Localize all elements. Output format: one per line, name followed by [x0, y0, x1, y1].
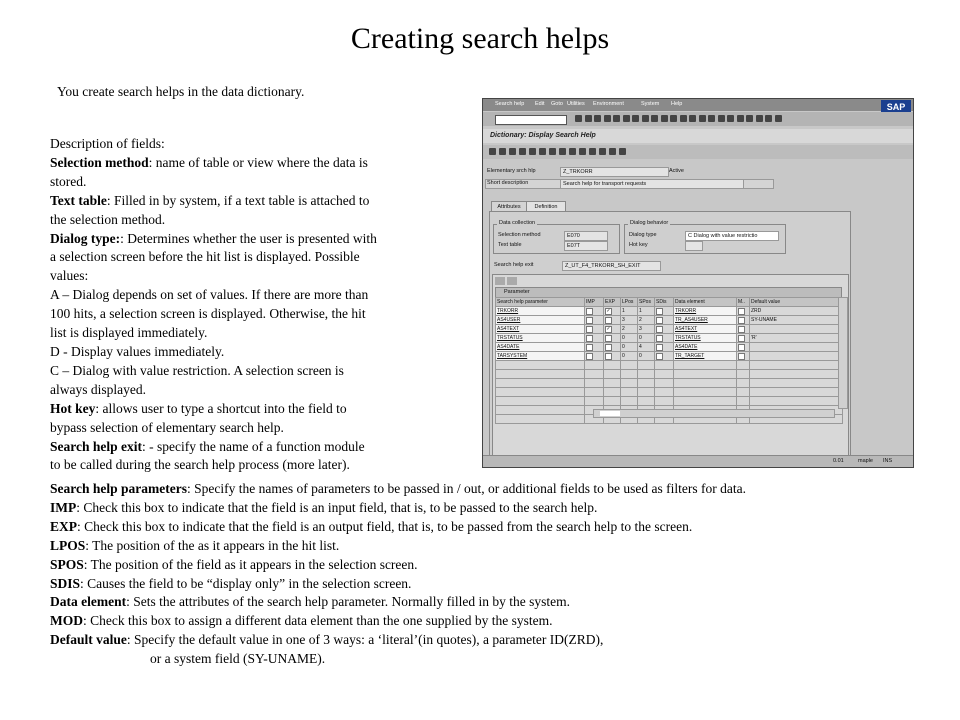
description-line — [50, 343, 445, 362]
field-explanation: : Causes the field to be “display only” in the selection screen. — [80, 575, 412, 591]
table-cell[interactable]: AS4DATE — [496, 343, 585, 352]
table-scrollbar[interactable] — [838, 297, 848, 409]
table-cell[interactable] — [750, 388, 843, 397]
table-cell[interactable]: AS4TEXT — [674, 325, 737, 334]
elementary-field[interactable]: Z_TRKORR — [560, 167, 669, 177]
table-cell[interactable] — [604, 388, 621, 397]
description-line — [50, 173, 445, 192]
description-line — [50, 612, 950, 631]
table-cell[interactable] — [585, 325, 604, 334]
table-cell[interactable] — [750, 379, 843, 388]
table-cell[interactable] — [585, 379, 604, 388]
column-header[interactable]: SDis — [655, 298, 674, 307]
definition-panel: Data collection Selection method E070 Text table E07T Dialog behavior Dialog type C Dialog with value restrictio Hot key Search help exit Z_UT_F4_TRKORR_SH_EXIT Parameter Search help parameter IMP EXP LPos SPos SDis Data element M.. Default value TRKORR ✓ 1 1 TRKORR ZRD AS4USER 3 2 TR_AS4USER SY-UNAME AS4TEXT ✓ 2 3 AS4TEXT TRSTATUS 0 0 TRSTATUS 'R' AS4DATE 0 4 AS4DATE TARSYSTEM 0 0 TR_TARGET — [489, 211, 851, 463]
description-line — [50, 230, 445, 249]
table-cell[interactable] — [737, 370, 750, 379]
table-cell[interactable]: 'R' — [750, 334, 843, 343]
table-cell[interactable] — [604, 325, 621, 334]
table-cell[interactable] — [737, 397, 750, 406]
table-row[interactable] — [496, 397, 843, 406]
toolbar-icon[interactable] — [575, 115, 582, 122]
field-term: Data element — [50, 594, 127, 610]
toolbar-icon[interactable] — [559, 148, 566, 155]
field-descriptions — [50, 135, 445, 475]
delete-row-icon[interactable] — [495, 277, 505, 285]
description-line — [50, 456, 445, 475]
table-cell[interactable] — [674, 361, 737, 370]
column-header[interactable]: Data element — [674, 298, 737, 307]
toolbar-icon[interactable] — [613, 115, 620, 122]
table-cell[interactable] — [750, 397, 843, 406]
table-cell[interactable]: 0 — [638, 352, 655, 361]
field-explanation: : - specify the name of a function module — [142, 438, 365, 454]
table-cell[interactable] — [585, 370, 604, 379]
description-line — [50, 305, 445, 324]
table-cell[interactable] — [604, 379, 621, 388]
selection-method-field[interactable]: E070 — [564, 231, 608, 241]
toolbar-icon[interactable] — [708, 115, 715, 122]
description-line — [50, 593, 950, 612]
table-cell[interactable] — [655, 379, 674, 388]
toolbar-icon[interactable] — [609, 148, 616, 155]
table-cell[interactable]: AS4DATE — [674, 343, 737, 352]
table-cell[interactable] — [604, 397, 621, 406]
table-cell[interactable]: 0 — [621, 343, 638, 352]
toolbar-icon[interactable] — [765, 115, 772, 122]
field-term: Text table — [50, 192, 107, 208]
table-cell[interactable] — [496, 388, 585, 397]
menu-item[interactable]: Edit — [535, 101, 545, 107]
field-explanation: : Determines whether the user is presented with — [120, 230, 377, 246]
table-row[interactable] — [496, 388, 843, 397]
table-cell[interactable] — [496, 415, 585, 424]
toolbar-icon[interactable] — [670, 115, 677, 122]
table-cell[interactable] — [737, 388, 750, 397]
table-cell[interactable] — [750, 370, 843, 379]
table-cell[interactable] — [604, 370, 621, 379]
table-cell[interactable]: 3 — [621, 316, 638, 325]
table-cell[interactable] — [737, 316, 750, 325]
checkbox[interactable] — [656, 308, 663, 315]
checkbox[interactable] — [656, 353, 663, 360]
field-explanation: : allows user to type a shortcut into the field to — [95, 400, 347, 416]
table-cell[interactable]: 1 — [621, 307, 638, 316]
field-explanation: 100 hits, a selection screen is displayed. Otherwise, the hit — [50, 306, 366, 322]
table-cell[interactable]: 0 — [621, 334, 638, 343]
checkbox[interactable] — [738, 353, 745, 360]
toolbar-icon[interactable] — [509, 148, 516, 155]
data-collection-group: Data collection Selection method E070 Text table E07T — [493, 224, 620, 254]
dialog-type-select[interactable]: C Dialog with value restrictio — [685, 231, 779, 241]
toolbar-icon[interactable] — [599, 148, 606, 155]
status-text: Active — [669, 168, 684, 174]
table-cell[interactable] — [604, 352, 621, 361]
column-header[interactable]: M.. — [737, 298, 750, 307]
description-line — [50, 575, 950, 594]
table-cell[interactable] — [655, 325, 674, 334]
menu-item[interactable]: Goto — [551, 101, 563, 107]
parameter-area — [492, 274, 849, 456]
toolbar-icon[interactable] — [727, 115, 734, 122]
status-mode: INS — [883, 458, 893, 464]
toolbar-icon[interactable] — [594, 115, 601, 122]
field-term: EXP — [50, 518, 77, 534]
field-term: MOD — [50, 613, 83, 629]
table-cell[interactable] — [655, 343, 674, 352]
toolbar-icon[interactable] — [718, 115, 725, 122]
checkbox[interactable] — [586, 308, 593, 315]
standard-toolbar — [483, 112, 913, 126]
horizontal-scrollbar[interactable] — [593, 409, 835, 418]
checkbox[interactable] — [605, 353, 612, 360]
table-cell[interactable] — [638, 388, 655, 397]
table-cell[interactable] — [655, 352, 674, 361]
table-cell[interactable] — [585, 397, 604, 406]
toolbar-icon[interactable] — [529, 148, 536, 155]
toolbar-icon[interactable] — [549, 148, 556, 155]
parameter-descriptions — [50, 480, 950, 669]
table-row[interactable] — [496, 379, 843, 388]
description-line — [50, 556, 950, 575]
intro-text: You create search helps in the data dictionary. — [57, 84, 305, 99]
table-cell[interactable]: TRKORR — [496, 307, 585, 316]
table-cell[interactable] — [496, 406, 585, 415]
field-explanation: bypass selection of elementary search help. — [50, 419, 284, 435]
toolbar-icon[interactable] — [623, 115, 630, 122]
table-cell[interactable] — [621, 397, 638, 406]
description-line — [50, 286, 445, 305]
field-explanation: : The position of the as it appears in the hit list. — [85, 537, 340, 553]
toolbar-icon[interactable] — [661, 115, 668, 122]
toolbar-icon[interactable] — [489, 148, 496, 155]
table-cell[interactable] — [655, 370, 674, 379]
checkbox[interactable]: ✓ — [606, 325, 611, 332]
field-explanation: list is displayed immediately. — [50, 325, 208, 341]
column-header[interactable]: LPos — [621, 298, 638, 307]
checkbox[interactable] — [738, 308, 745, 315]
toolbar-icon[interactable] — [579, 148, 586, 155]
checkbox[interactable] — [586, 317, 593, 324]
table-cell[interactable]: 4 — [638, 343, 655, 352]
toolbar-icon[interactable] — [604, 115, 611, 122]
tab-attributes[interactable]: Attributes — [491, 201, 527, 212]
checkbox[interactable] — [656, 326, 663, 333]
description-line — [50, 438, 445, 457]
table-cell[interactable] — [737, 361, 750, 370]
description-line — [50, 248, 445, 267]
field-explanation: : Specify the names of parameters to be passed in / out, or additional fields to be used as filters for data. — [186, 481, 746, 496]
table-cell[interactable] — [604, 334, 621, 343]
table-cell[interactable] — [750, 352, 843, 361]
field-term: LPOS — [50, 537, 86, 553]
description-line — [50, 650, 950, 669]
checkbox[interactable] — [605, 344, 612, 351]
table-cell[interactable] — [621, 379, 638, 388]
search-help-exit-field[interactable]: Z_UT_F4_TRKORR_SH_EXIT — [562, 261, 661, 271]
column-header[interactable]: Search help parameter — [496, 298, 585, 307]
table-cell[interactable] — [674, 379, 737, 388]
parameter-title: Parameter — [504, 289, 530, 295]
field-term: Selection method — [50, 154, 149, 170]
table-cell[interactable] — [737, 379, 750, 388]
toolbar-icon[interactable] — [746, 115, 753, 122]
description-line — [50, 518, 950, 537]
table-cell[interactable] — [655, 397, 674, 406]
table-cell[interactable]: 0 — [621, 352, 638, 361]
table-cell[interactable] — [496, 397, 585, 406]
table-cell[interactable] — [585, 316, 604, 325]
toolbar-icon[interactable] — [589, 148, 596, 155]
table-cell[interactable] — [674, 388, 737, 397]
table-cell[interactable] — [737, 307, 750, 316]
tab-definition[interactable]: Definition — [526, 201, 566, 212]
toolbar-icon[interactable] — [775, 115, 782, 122]
table-cell[interactable]: SY-UNAME — [750, 316, 843, 325]
description-line — [50, 324, 445, 343]
field-explanation: stored. — [50, 173, 87, 189]
table-row[interactable] — [496, 316, 843, 325]
description-line — [50, 631, 950, 650]
short-desc-label: Short description — [487, 180, 529, 186]
table-cell[interactable]: TARSYSTEM — [496, 352, 585, 361]
toolbar-icon[interactable] — [539, 148, 546, 155]
checkbox[interactable] — [586, 335, 593, 342]
toolbar-icon[interactable] — [689, 115, 696, 122]
table-row[interactable] — [496, 352, 843, 361]
table-cell[interactable] — [496, 379, 585, 388]
field-term: Search help parameters — [50, 481, 187, 496]
table-cell[interactable]: 1 — [638, 307, 655, 316]
description-line — [50, 211, 445, 230]
field-explanation: : Specify the default value in one of 3 ways: a ‘literal’(in quotes), a parameter ID(ZRD), — [126, 632, 604, 648]
table-cell[interactable] — [621, 388, 638, 397]
table-cell[interactable] — [638, 370, 655, 379]
command-field[interactable] — [495, 115, 567, 125]
table-cell[interactable] — [674, 370, 737, 379]
menu-item[interactable]: Search help — [495, 101, 525, 107]
table-cell[interactable] — [655, 361, 674, 370]
checkbox[interactable] — [738, 335, 745, 342]
checkbox[interactable] — [605, 317, 612, 324]
checkbox[interactable]: ✓ — [606, 307, 611, 314]
window-title: Dictionary: Display Search Help — [490, 132, 596, 139]
description-line — [50, 135, 445, 154]
table-cell[interactable]: 2 — [638, 316, 655, 325]
table-cell[interactable]: ZRD — [750, 307, 843, 316]
table-cell[interactable]: TR_TARGET — [674, 352, 737, 361]
table-row[interactable] — [496, 343, 843, 352]
table-cell[interactable] — [655, 388, 674, 397]
window-titlebar — [483, 129, 913, 143]
description-line — [50, 419, 445, 438]
table-cell[interactable] — [638, 397, 655, 406]
toolbar-icon[interactable] — [585, 115, 592, 122]
table-row[interactable] — [496, 370, 843, 379]
toolbar-icon[interactable] — [519, 148, 526, 155]
checkbox[interactable] — [656, 344, 663, 351]
field-explanation: or a system field (SY-UNAME). — [150, 651, 326, 667]
field-term: SDIS — [50, 575, 81, 591]
menu-item[interactable]: Environment — [593, 101, 624, 107]
table-cell[interactable] — [621, 361, 638, 370]
checkbox[interactable] — [586, 344, 593, 351]
description-line — [50, 267, 445, 286]
field-explanation: A – Dialog depends on set of values. If there are more than — [50, 287, 369, 303]
field-explanation: : Check this box to indicate that the field is an input field, that is, to be passed to the search help. — [76, 499, 598, 515]
checkbox[interactable] — [738, 317, 745, 324]
table-cell[interactable] — [604, 343, 621, 352]
table-row[interactable] — [496, 334, 843, 343]
field-explanation: : Check this box to assign a different data element than the one supplied by the system. — [83, 613, 553, 629]
table-row[interactable] — [496, 307, 843, 316]
description-line — [50, 480, 950, 499]
status-bar — [483, 455, 913, 467]
table-cell[interactable] — [737, 343, 750, 352]
field-explanation: D - Display values immediately. — [50, 343, 225, 359]
text-table-field[interactable]: E07T — [564, 241, 608, 251]
table-cell[interactable]: AS4USER — [496, 316, 585, 325]
table-cell[interactable]: AS4TEXT — [496, 325, 585, 334]
description-line — [50, 537, 950, 556]
menu-item[interactable]: Help — [671, 101, 683, 107]
table-cell[interactable] — [674, 397, 737, 406]
table-cell[interactable] — [655, 334, 674, 343]
table-cell[interactable] — [621, 370, 638, 379]
table-cell[interactable]: TRSTATUS — [496, 334, 585, 343]
toolbar-icon[interactable] — [642, 115, 649, 122]
table-cell[interactable]: 2 — [621, 325, 638, 334]
slide-title: Creating search helps — [350, 22, 610, 55]
menu-bar — [483, 99, 913, 111]
description-line — [50, 400, 445, 419]
table-cell[interactable]: 0 — [638, 334, 655, 343]
column-header[interactable]: Default value — [750, 298, 843, 307]
field-explanation: C – Dialog with value restriction. A selection screen is — [50, 362, 344, 378]
table-cell[interactable]: TR_AS4USER — [674, 316, 737, 325]
field-explanation: values: — [50, 268, 89, 284]
field-term: Dialog type: — [50, 230, 121, 246]
description-line — [50, 154, 445, 173]
table-cell[interactable] — [585, 343, 604, 352]
toolbar-icon[interactable] — [632, 115, 639, 122]
toolbar-icon[interactable] — [651, 115, 658, 122]
table-cell[interactable] — [737, 352, 750, 361]
toolbar-icon[interactable] — [680, 115, 687, 122]
toolbar-icon[interactable] — [499, 148, 506, 155]
field-term: SPOS — [50, 556, 84, 572]
description-line — [50, 362, 445, 381]
checkbox[interactable] — [586, 353, 593, 360]
field-term: Default value — [50, 632, 127, 648]
dialog-behavior-group: Dialog behavior Dialog type C Dialog with value restrictio Hot key — [624, 224, 786, 254]
field-explanation: : The position of the field as it appears in the selection screen. — [83, 556, 418, 572]
checkbox[interactable] — [656, 317, 663, 324]
toolbar-icon[interactable] — [699, 115, 706, 122]
table-cell[interactable] — [604, 361, 621, 370]
field-explanation: Description of fields: — [50, 136, 165, 151]
checkbox[interactable] — [656, 335, 663, 342]
table-cell[interactable] — [585, 388, 604, 397]
table-cell[interactable] — [604, 307, 621, 316]
table-cell[interactable]: TRSTATUS — [674, 334, 737, 343]
table-cell[interactable] — [638, 379, 655, 388]
description-line — [50, 192, 445, 211]
field-term: IMP — [50, 499, 77, 515]
sap-logo: SAP — [881, 100, 911, 115]
table-cell[interactable] — [655, 316, 674, 325]
field-term: Search help exit — [50, 438, 142, 454]
checkbox[interactable] — [738, 344, 745, 351]
application-toolbar — [483, 145, 913, 159]
sap-window — [482, 98, 914, 468]
description-line — [50, 381, 445, 400]
field-explanation: : name of table or view where the data is — [148, 154, 368, 170]
toolbar-icon[interactable] — [619, 148, 626, 155]
table-cell[interactable] — [750, 343, 843, 352]
table-cell[interactable] — [737, 325, 750, 334]
toolbar-icon[interactable] — [756, 115, 763, 122]
elementary-label: Elementary srch hlp — [487, 168, 536, 174]
field-term: Hot key — [50, 400, 96, 416]
table-cell[interactable] — [585, 361, 604, 370]
table-cell[interactable]: 3 — [638, 325, 655, 334]
column-header[interactable]: IMP — [585, 298, 604, 307]
menu-item[interactable]: System — [641, 101, 660, 107]
parameter-table — [495, 297, 843, 424]
field-explanation: : Filled in by system, if a text table is attached to — [106, 192, 370, 208]
table-cell[interactable] — [737, 334, 750, 343]
toolbar-icon[interactable] — [569, 148, 576, 155]
table-cell[interactable] — [585, 334, 604, 343]
table-cell[interactable] — [496, 370, 585, 379]
insert-row-icon[interactable] — [507, 277, 517, 285]
table-cell[interactable]: TRKORR — [674, 307, 737, 316]
column-header[interactable]: SPos — [638, 298, 655, 307]
menu-item[interactable]: Utilities — [567, 101, 585, 107]
table-cell[interactable] — [750, 361, 843, 370]
table-cell[interactable] — [638, 361, 655, 370]
field-explanation: the selection method. — [50, 211, 166, 227]
table-cell[interactable] — [655, 307, 674, 316]
table-cell[interactable] — [585, 307, 604, 316]
checkbox[interactable] — [738, 326, 745, 333]
checkbox[interactable] — [605, 335, 612, 342]
checkbox[interactable] — [586, 326, 593, 333]
field-explanation: to be called during the search help process (more later). — [50, 457, 350, 473]
table-cell[interactable] — [604, 316, 621, 325]
field-explanation: always displayed. — [50, 381, 146, 397]
status-host: maple — [858, 458, 873, 464]
table-cell[interactable] — [750, 325, 843, 334]
table-row[interactable] — [496, 325, 843, 334]
table-row[interactable] — [496, 361, 843, 370]
table-cell[interactable] — [585, 352, 604, 361]
description-line — [50, 499, 950, 518]
field-explanation: a selection screen before the hit list is displayed. Possible — [50, 249, 360, 265]
status-zoom: 0.01 — [833, 458, 844, 464]
field-explanation: : Check this box to indicate that the field is an output field, that is, to be passed from the search help to the screen. — [77, 518, 693, 534]
short-desc-field[interactable]: Search help for transport requests — [560, 179, 744, 189]
field-explanation: : Sets the attributes of the search help parameter. Normally filled in by the system. — [126, 594, 570, 610]
toolbar-icon[interactable] — [737, 115, 744, 122]
hot-key-field[interactable] — [685, 241, 703, 251]
column-header[interactable]: EXP — [604, 298, 621, 307]
table-cell[interactable] — [496, 361, 585, 370]
